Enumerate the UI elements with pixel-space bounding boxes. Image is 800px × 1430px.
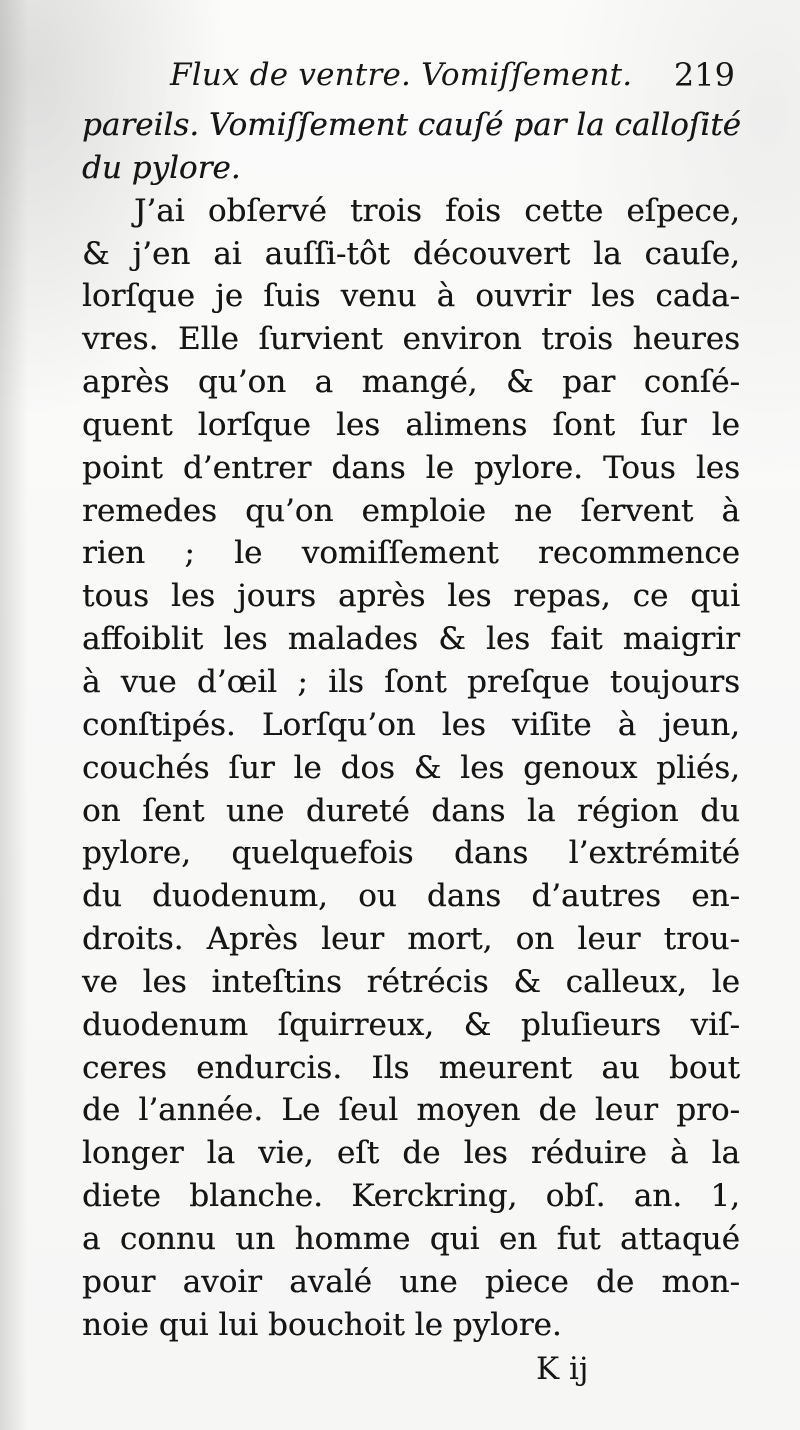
page-number: 219 bbox=[673, 56, 735, 94]
running-title: Flux de ventre. Vomiſſement. bbox=[170, 57, 633, 93]
text-line: remedes qu’on emploie ne ſervent à bbox=[82, 492, 740, 529]
text-line: diete blanche. Kerckring, obſ. an. 1, bbox=[82, 1178, 740, 1215]
text-line: lorſque je ſuis venu à ouvrir les cada- bbox=[82, 278, 740, 315]
text-line: rien ; le vomiſſement recommence bbox=[82, 535, 740, 572]
text-line: ve les inteſtins rétrécis & calleux, le bbox=[82, 963, 740, 1000]
main-text-block bbox=[82, 104, 740, 1346]
running-header bbox=[170, 52, 735, 102]
text-line: on ſent une dureté dans la région du bbox=[82, 792, 740, 829]
text-line: après qu’on a mangé, & par conſé- bbox=[82, 364, 740, 401]
text-line: J’ai obſervé trois fois cette eſpece, bbox=[134, 192, 740, 229]
text-line: point d’entrer dans le pylore. Tous les bbox=[82, 449, 740, 486]
text-line: quent lorſque les alimens ſont ſur le bbox=[82, 406, 740, 443]
text-line: pareils. Vomiſſement cauſé par la calloſité bbox=[82, 107, 742, 143]
text-line: & j’en ai auſſi-tôt découvert la cauſe, bbox=[82, 235, 740, 272]
text-line: vres. Elle ſurvient environ trois heures bbox=[82, 321, 740, 358]
text-line: à vue d’œil ; ils ſont preſque toujours bbox=[82, 663, 740, 700]
text-line: tous les jours après les repas, ce qui bbox=[82, 578, 740, 615]
text-line: duodenum ſquirreux, & pluſieurs viſ- bbox=[82, 1006, 740, 1043]
text-line: de l’année. Le ſeul moyen de leur pro- bbox=[82, 1092, 740, 1129]
text-line: longer la vie, eſt de les réduire à la bbox=[82, 1135, 740, 1172]
text-line: pour avoir avalé une piece de mon- bbox=[82, 1263, 740, 1300]
text-line: du pylore. bbox=[82, 149, 241, 186]
signature-mark: K ij bbox=[536, 1351, 589, 1387]
text-line: noie qui lui bouchoit le pylore. bbox=[82, 1306, 562, 1343]
text-line: couchés ſur le dos & les genoux pliés, bbox=[82, 749, 740, 786]
text-line: a connu un homme qui en fut attaqué bbox=[82, 1220, 740, 1257]
page-spine-shadow bbox=[0, 0, 28, 1430]
text-line: affoiblit les malades & les fait maigrir bbox=[82, 621, 740, 658]
text-line: ceres endurcis. Ils meurent au bout bbox=[82, 1049, 740, 1086]
text-line: pylore, quelquefois dans l’extrémité bbox=[82, 835, 740, 872]
text-line: du duodenum, ou dans d’autres en- bbox=[82, 878, 740, 915]
text-line: conſtipés. Lorſqu’on les viſite à jeun, bbox=[82, 706, 740, 743]
text-line: droits. Après leur mort, on leur trou- bbox=[82, 921, 740, 958]
